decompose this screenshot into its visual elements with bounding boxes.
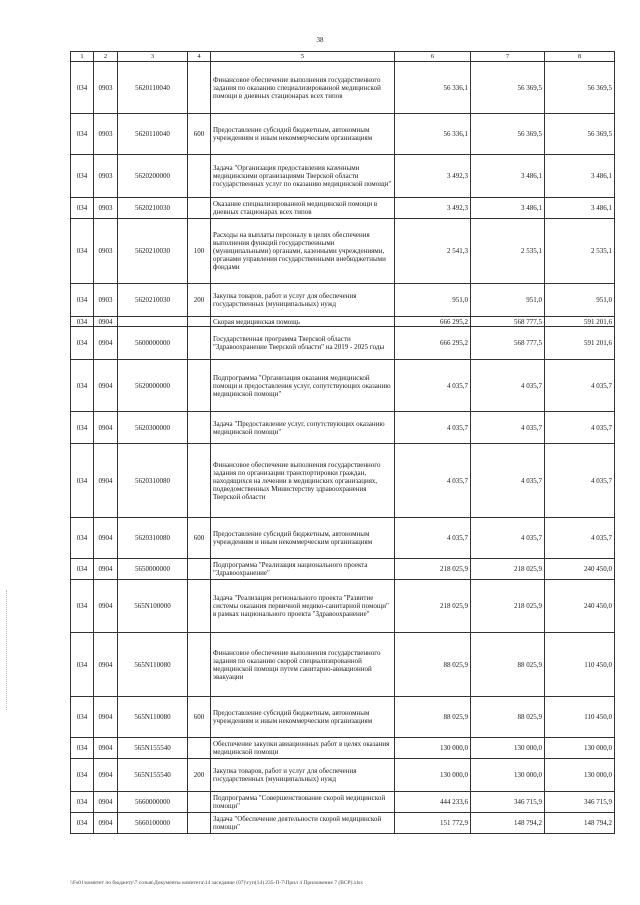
amount-col-7: 568 777,5 xyxy=(471,317,545,327)
amount-col-7: 218 025,9 xyxy=(471,559,545,580)
item-description: Подпрограмма "Организация оказания медицинской помощи и предоставления услуг, сопутствующих оказанию медицинской помощи" xyxy=(211,360,395,412)
column-header: 6 xyxy=(395,52,471,62)
item-description: Оказание специализированной медицинской помощи в дневных стационарах всех типов xyxy=(211,198,395,219)
amount-col-8: 56 369,5 xyxy=(545,114,615,155)
amount-col-7: 88 025,9 xyxy=(471,633,545,697)
ministry-code: 034 xyxy=(71,813,94,834)
section-code: 0903 xyxy=(94,198,118,219)
item-description: Закупка товаров, работ и услуг для обеспечения государственных (муниципальных) нужд xyxy=(211,759,395,792)
ministry-code: 034 xyxy=(71,198,94,219)
ministry-code: 034 xyxy=(71,444,94,518)
table-row xyxy=(71,284,615,317)
ministry-code: 034 xyxy=(71,412,94,444)
ministry-code: 034 xyxy=(71,155,94,198)
expense-type-code: 600 xyxy=(188,697,211,738)
table-row xyxy=(71,792,615,813)
amount-col-8: 4 035,7 xyxy=(545,412,615,444)
table-row xyxy=(71,360,615,412)
expense-type-code xyxy=(188,633,211,697)
expense-type-code xyxy=(188,155,211,198)
target-article-code: 565N155540 xyxy=(118,738,188,759)
target-article-code: 5620110040 xyxy=(118,62,188,114)
expense-type-code: 100 xyxy=(188,219,211,284)
section-code: 0904 xyxy=(94,633,118,697)
amount-col-8: 240 450,0 xyxy=(545,559,615,580)
item-description: Закупка товаров, работ и услуг для обеспечения государственных (муниципальных) нужд xyxy=(211,284,395,317)
target-article-code: 5660100000 xyxy=(118,813,188,834)
section-code: 0904 xyxy=(94,759,118,792)
table-row xyxy=(71,444,615,518)
item-description: Финансовое обеспечение выполнения государственного задания по оказанию специализированной медицинской помощи в дневных стационарах всех типов xyxy=(211,62,395,114)
column-header: 4 xyxy=(188,52,211,62)
item-description: Задача "Обеспечение деятельности скорой медицинской помощи" xyxy=(211,813,395,834)
item-description: Задача "Организация предоставления казенными медицинскими организациями Тверской области государственных услуг по оказанию медицинской помощи" xyxy=(211,155,395,198)
table-row xyxy=(71,62,615,114)
amount-col-8: 2 535,1 xyxy=(545,219,615,284)
expense-type-code xyxy=(188,198,211,219)
ministry-code: 034 xyxy=(71,327,94,360)
amount-col-8: 951,0 xyxy=(545,284,615,317)
budget-table xyxy=(70,51,615,834)
table-row xyxy=(71,759,615,792)
item-description: Скорая медицинская помощь xyxy=(211,317,395,327)
ministry-code: 034 xyxy=(71,284,94,317)
table-row xyxy=(71,219,615,284)
table-row xyxy=(71,317,615,327)
target-article-code: 5620210030 xyxy=(118,284,188,317)
column-header: 2 xyxy=(94,52,118,62)
expense-type-code xyxy=(188,813,211,834)
item-description: Задача "Реализация регионального проекта "Развитие системы оказания первичной медико-санитарной помощи" в рамках национального проекта "Здравоохранение" xyxy=(211,580,395,633)
section-code: 0903 xyxy=(94,62,118,114)
column-header: 5 xyxy=(211,52,395,62)
target-article-code: 5620110040 xyxy=(118,114,188,155)
amount-col-6: 2 541,3 xyxy=(395,219,471,284)
table-row xyxy=(71,114,615,155)
amount-col-6: 88 025,9 xyxy=(395,697,471,738)
ministry-code: 034 xyxy=(71,219,94,284)
amount-col-7: 4 035,7 xyxy=(471,518,545,559)
target-article-code: 565N110080 xyxy=(118,697,188,738)
amount-col-8: 591 201,6 xyxy=(545,317,615,327)
section-code: 0904 xyxy=(94,518,118,559)
amount-col-7: 218 025,9 xyxy=(471,580,545,633)
expense-type-code: 600 xyxy=(188,114,211,155)
item-description: Государственная программа Тверской области "Здравоохранение Тверской области" на 2019 - 2025 годы xyxy=(211,327,395,360)
amount-col-6: 444 233,6 xyxy=(395,792,471,813)
table-row xyxy=(71,327,615,360)
target-article-code: 565N110080 xyxy=(118,633,188,697)
section-code: 0904 xyxy=(94,792,118,813)
table-row xyxy=(71,633,615,697)
item-description: Предоставление субсидий бюджетным, автономным учреждениям и иным некоммерческим организациям xyxy=(211,518,395,559)
expense-type-code xyxy=(188,444,211,518)
expense-type-code: 200 xyxy=(188,284,211,317)
expense-type-code: 600 xyxy=(188,518,211,559)
amount-col-7: 56 369,5 xyxy=(471,114,545,155)
target-article-code: 5620300000 xyxy=(118,412,188,444)
amount-col-7: 56 369,5 xyxy=(471,62,545,114)
amount-col-8: 4 035,7 xyxy=(545,360,615,412)
table-row xyxy=(71,813,615,834)
expense-type-code xyxy=(188,738,211,759)
section-code: 0904 xyxy=(94,697,118,738)
target-article-code: 565N100000 xyxy=(118,580,188,633)
ministry-code: 034 xyxy=(71,738,94,759)
amount-col-6: 88 025,9 xyxy=(395,633,471,697)
amount-col-8: 3 486,1 xyxy=(545,198,615,219)
amount-col-7: 148 794,2 xyxy=(471,813,545,834)
amount-col-6: 130 000,0 xyxy=(395,759,471,792)
section-code: 0904 xyxy=(94,317,118,327)
amount-col-8: 56 369,5 xyxy=(545,62,615,114)
table-row xyxy=(71,198,615,219)
section-code: 0904 xyxy=(94,559,118,580)
margin-marks xyxy=(6,590,10,710)
item-description: Расходы на выплаты персоналу в целях обеспечения выполнения функций государственными (муниципальными) органами, казенными учреждениями, органами управления государственными внебюджетными фондами xyxy=(211,219,395,284)
ministry-code: 034 xyxy=(71,580,94,633)
amount-col-6: 3 492,3 xyxy=(395,198,471,219)
section-code: 0903 xyxy=(94,284,118,317)
amount-col-7: 3 486,1 xyxy=(471,198,545,219)
page-number: 38 xyxy=(316,36,324,44)
item-description: Финансовое обеспечение выполнения государственного задания по оказанию скорой специализированной медицинской помощи путем санитарно-авиационной эвакуации xyxy=(211,633,395,697)
amount-col-6: 3 492,3 xyxy=(395,155,471,198)
target-article-code: 5620000000 xyxy=(118,360,188,412)
amount-col-7: 130 000,0 xyxy=(471,738,545,759)
column-header: 1 xyxy=(71,52,94,62)
table-row xyxy=(71,580,615,633)
expense-type-code xyxy=(188,559,211,580)
amount-col-6: 151 772,9 xyxy=(395,813,471,834)
amount-col-7: 130 000,0 xyxy=(471,759,545,792)
expense-type-code xyxy=(188,580,211,633)
section-code: 0904 xyxy=(94,360,118,412)
target-article-code xyxy=(118,317,188,327)
amount-col-6: 4 035,7 xyxy=(395,412,471,444)
amount-col-6: 951,0 xyxy=(395,284,471,317)
amount-col-6: 666 295,2 xyxy=(395,327,471,360)
amount-col-8: 148 794,2 xyxy=(545,813,615,834)
amount-col-6: 56 336,1 xyxy=(395,114,471,155)
section-code: 0904 xyxy=(94,580,118,633)
section-code: 0904 xyxy=(94,444,118,518)
table-row xyxy=(71,155,615,198)
amount-col-7: 568 777,5 xyxy=(471,327,545,360)
amount-col-7: 88 025,9 xyxy=(471,697,545,738)
target-article-code: 5620310080 xyxy=(118,518,188,559)
ministry-code: 034 xyxy=(71,559,94,580)
ministry-code: 034 xyxy=(71,792,94,813)
expense-type-code xyxy=(188,792,211,813)
amount-col-8: 4 035,7 xyxy=(545,518,615,559)
amount-col-8: 4 035,7 xyxy=(545,444,615,518)
amount-col-6: 4 035,7 xyxy=(395,360,471,412)
file-path-footer: \\Fs01\комитет по бюджету\7 созыв\Документы комитета\14 заседание (07)\гуп(14) 235-П-7\Прил 4 Приложение 7 (ВСР).xlsx xyxy=(70,880,363,886)
expense-type-code xyxy=(188,62,211,114)
amount-col-6: 666 295,2 xyxy=(395,317,471,327)
target-article-code: 5620210030 xyxy=(118,219,188,284)
column-header: 3 xyxy=(118,52,188,62)
amount-col-8: 3 486,1 xyxy=(545,155,615,198)
ministry-code: 034 xyxy=(71,317,94,327)
item-description: Подпрограмма "Совершенствование скорой медицинской помощи" xyxy=(211,792,395,813)
expense-type-code xyxy=(188,317,211,327)
ministry-code: 034 xyxy=(71,360,94,412)
target-article-code: 565N155540 xyxy=(118,759,188,792)
target-article-code: 5650000000 xyxy=(118,559,188,580)
amount-col-6: 56 336,1 xyxy=(395,62,471,114)
amount-col-7: 4 035,7 xyxy=(471,360,545,412)
amount-col-8: 591 201,6 xyxy=(545,327,615,360)
column-number-header-row xyxy=(71,52,615,62)
ministry-code: 034 xyxy=(71,62,94,114)
amount-col-7: 346 715,9 xyxy=(471,792,545,813)
amount-col-6: 218 025,9 xyxy=(395,580,471,633)
table-row xyxy=(71,697,615,738)
ministry-code: 034 xyxy=(71,114,94,155)
item-description: Финансовое обеспечение выполнения государственного задания по организации транспортировки граждан, находящихся на лечении в медицинских организациях, подведомственных Министерству здравоохранения Тверской области xyxy=(211,444,395,518)
ministry-code: 034 xyxy=(71,518,94,559)
section-code: 0904 xyxy=(94,738,118,759)
ministry-code: 034 xyxy=(71,633,94,697)
ministry-code: 034 xyxy=(71,697,94,738)
target-article-code: 5620210030 xyxy=(118,198,188,219)
table-row xyxy=(71,518,615,559)
amount-col-8: 240 450,0 xyxy=(545,580,615,633)
table-row xyxy=(71,559,615,580)
item-description: Предоставление субсидий бюджетным, автономным учреждениям и иным некоммерческим организациям xyxy=(211,114,395,155)
amount-col-7: 3 486,1 xyxy=(471,155,545,198)
column-header: 7 xyxy=(471,52,545,62)
amount-col-6: 4 035,7 xyxy=(395,518,471,559)
column-header: 8 xyxy=(545,52,615,62)
expense-type-code xyxy=(188,412,211,444)
section-code: 0904 xyxy=(94,813,118,834)
target-article-code: 5660000000 xyxy=(118,792,188,813)
target-article-code: 5600000000 xyxy=(118,327,188,360)
section-code: 0903 xyxy=(94,155,118,198)
amount-col-6: 4 035,7 xyxy=(395,444,471,518)
amount-col-8: 130 000,0 xyxy=(545,738,615,759)
section-code: 0903 xyxy=(94,219,118,284)
expense-type-code xyxy=(188,360,211,412)
amount-col-7: 4 035,7 xyxy=(471,412,545,444)
amount-col-8: 110 450,0 xyxy=(545,697,615,738)
expense-type-code xyxy=(188,327,211,360)
amount-col-7: 2 535,1 xyxy=(471,219,545,284)
amount-col-7: 4 035,7 xyxy=(471,444,545,518)
target-article-code: 5620310080 xyxy=(118,444,188,518)
amount-col-8: 346 715,9 xyxy=(545,792,615,813)
item-description: Предоставление субсидий бюджетным, автономным учреждениям и иным некоммерческим организациям xyxy=(211,697,395,738)
item-description: Задача "Предоставление услуг, сопутствующих оказанию медицинской помощи" xyxy=(211,412,395,444)
ministry-code: 034 xyxy=(71,759,94,792)
table-row xyxy=(71,738,615,759)
section-code: 0903 xyxy=(94,114,118,155)
item-description: Подпрограмма "Реализация национального проекта "Здравоохранение" xyxy=(211,559,395,580)
section-code: 0904 xyxy=(94,327,118,360)
item-description: Обеспечение закупки авиационных работ в целях оказания медицинской помощи xyxy=(211,738,395,759)
amount-col-8: 110 450,0 xyxy=(545,633,615,697)
expense-type-code: 200 xyxy=(188,759,211,792)
amount-col-6: 130 000,0 xyxy=(395,738,471,759)
amount-col-8: 130 000,0 xyxy=(545,759,615,792)
amount-col-6: 218 025,9 xyxy=(395,559,471,580)
section-code: 0904 xyxy=(94,412,118,444)
table-row xyxy=(71,412,615,444)
amount-col-7: 951,0 xyxy=(471,284,545,317)
target-article-code: 5620200000 xyxy=(118,155,188,198)
